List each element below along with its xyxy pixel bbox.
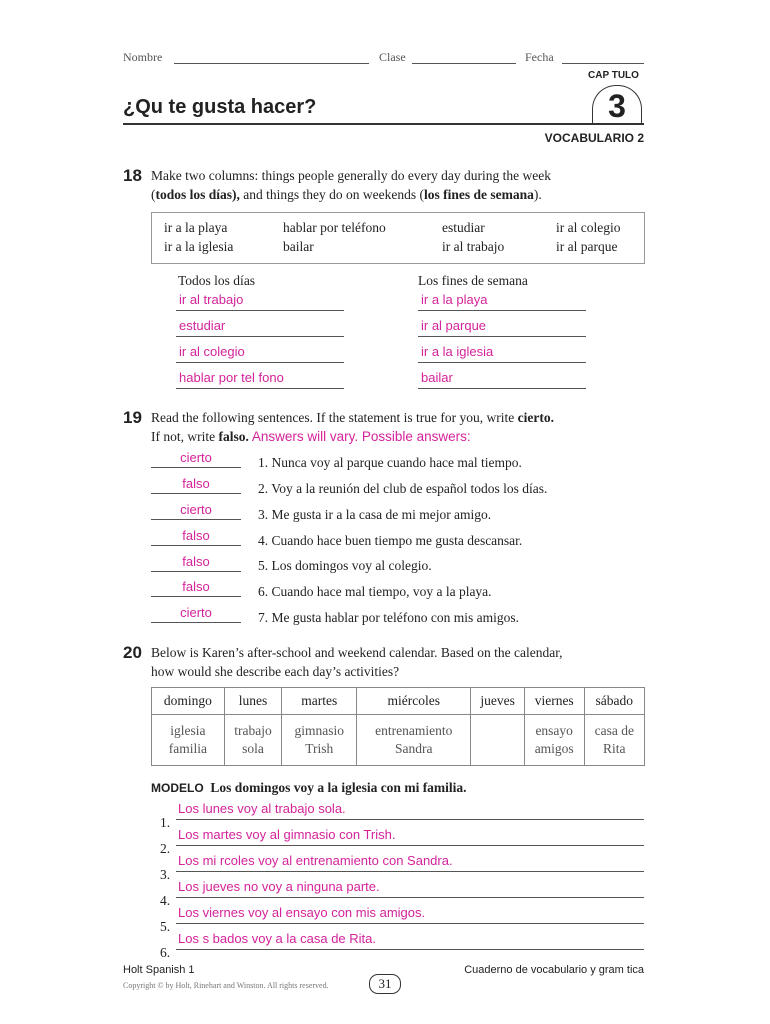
nombre-field[interactable] [174,63,369,64]
activity-cell: casa de Rita [584,715,644,766]
ex18-instruction-line1: Make two columns: things people generally do every day during the week [151,168,552,183]
todos-answer-1: ir al trabajo [179,292,244,307]
activity-cell: iglesia familia [152,715,225,766]
fines-line-3[interactable] [418,362,586,363]
chapter-number: 3 [592,85,642,124]
calendar-activities-row [152,715,645,766]
activity-cell: trabajo sola [224,715,282,766]
activity-cell [471,715,524,766]
sentence-4: 4. Cuando hace buen tiempo me gusta descansar. [258,533,523,548]
ex18-instruction-line2: (todos los días), and things they do on weekends (los fines de semana). [151,187,542,202]
todos-answer-4: hablar por tel fono [179,370,284,385]
answer-num-1: 1. [160,815,171,830]
todos-answer-2: estudiar [179,318,226,333]
answer-text-2: Los martes voy al gimnasio con Trish. [178,827,396,842]
calendar-days-row [152,688,645,715]
exercise-19-number: 19 [123,408,142,427]
todos-line-3[interactable] [176,362,344,363]
exercise-20-instructions: Below is Karen’s after-school and weekend calendar. Based on the calendar, how would she describe each day’s activities? [151,645,563,679]
answer-num-6: 6. [160,945,171,960]
footer-workbook-title: Cuaderno de vocabulario y gram tica [464,964,644,976]
sentence-3: 3. Me gusta ir a la casa de mi mejor amigo. [258,507,492,522]
sentence-5: 5. Los domingos voy al colegio. [258,558,432,573]
word-box-col3: estudiar ir al trabajo [442,220,505,254]
karen-calendar [151,687,645,766]
day-header: lunes [224,688,282,715]
page-number: 31 [369,974,401,994]
answer-text-6: Los s bados voy a la casa de Rita. [178,931,377,946]
fines-answer-2: ir al parque [421,318,487,333]
capitulo-label: CAP TULO [588,70,639,81]
footer-book-title: Holt Spanish 1 [123,964,195,976]
activity-cell: entrenamiento Sandra [357,715,471,766]
tf-answer-6: falso [182,579,210,594]
answer-num-3: 3. [160,867,171,882]
exercise-18-number: 18 [123,166,142,185]
sentence-1: 1. Nunca voy al parque cuando hace mal tiempo. [258,455,522,470]
activity-cell: gimnasio Trish [282,715,357,766]
column-header-fines: Los fines de semana [418,273,528,288]
sentence-2: 2. Voy a la reunión del club de español todos los días. [258,481,548,496]
clase-label: Clase [379,50,406,64]
answers-note: Answers will vary. Possible answers: [248,429,471,444]
answer-text-1: Los lunes voy al trabajo sola. [178,801,346,816]
answer-num-2: 2. [160,841,171,856]
tf-answer-4: falso [182,528,210,543]
fines-answer-4: bailar [421,370,453,385]
tf-answer-1: cierto [180,450,212,465]
todos-line-4[interactable] [176,388,344,389]
day-header: domingo [152,688,225,715]
day-header: martes [282,688,357,715]
answer-line-4[interactable] [176,897,644,898]
day-header: jueves [471,688,524,715]
modelo-example: MODELO Los domingos voy a la iglesia con mi familia. [151,780,467,795]
word-box [151,212,645,264]
tf-answer-5: falso [182,554,210,569]
clase-field[interactable] [412,63,516,64]
day-header: viernes [524,688,584,715]
fecha-field[interactable] [562,63,644,64]
answer-num-5: 5. [160,919,171,934]
sentence-6: 6. Cuando hace mal tiempo, voy a la playa. [258,584,492,599]
exercise-18-instructions [151,166,551,204]
section-label: VOCABULARIO 2 [544,131,644,145]
fines-line-1[interactable] [418,310,586,311]
day-header: miércoles [357,688,471,715]
answer-text-3: Los mi rcoles voy al entrenamiento con Sandra. [178,853,453,868]
fines-line-2[interactable] [418,336,586,337]
fines-answer-3: ir a la iglesia [421,344,494,359]
todos-answer-3: ir al colegio [179,344,245,359]
sentence-7: 7. Me gusta hablar por teléfono con mis amigos. [258,610,519,625]
tf-line-3[interactable] [151,519,241,520]
todos-line-2[interactable] [176,336,344,337]
tf-line-7[interactable] [151,622,241,623]
exercise-20-number: 20 [123,643,142,662]
answer-line-1[interactable] [176,819,644,820]
tf-line-1[interactable] [151,467,241,468]
tf-answer-3: cierto [180,502,212,517]
word-box-col1: ir a la playa ir a la iglesia [164,220,234,254]
answer-text-4: Los jueves no voy a ninguna parte. [178,879,380,894]
tf-line-2[interactable] [151,493,241,494]
title-rule [123,123,644,125]
activity-cell: ensayo amigos [524,715,584,766]
answer-text-5: Los viernes voy al ensayo con mis amigos. [178,905,426,920]
exercise-19-instructions: Read the following sentences. If the statement is true for you, write cierto. If not, write falso. Answers will vary. Possible answers: [151,410,555,444]
word-box-col4: ir al colegio ir al parque [556,220,621,254]
fines-answer-1: ir a la playa [421,292,488,307]
fecha-label: Fecha [525,50,554,64]
word-box-col2: hablar por teléfono bailar [283,220,386,254]
tf-line-4[interactable] [151,545,241,546]
copyright: Copyright © by Holt, Rinehart and Winston. All rights reserved. [123,981,329,990]
answer-num-4: 4. [160,893,171,908]
tf-line-6[interactable] [151,596,241,597]
tf-answer-2: falso [182,476,210,491]
column-header-todos: Todos los días [178,273,256,288]
answer-line-2[interactable] [176,845,644,846]
answer-line-5[interactable] [176,923,644,924]
page-title: ¿Qu te gusta hacer? [123,96,317,118]
answer-line-6[interactable] [176,949,644,950]
day-header: sábado [584,688,644,715]
fines-line-4[interactable] [418,388,586,389]
tf-answer-7: cierto [180,605,212,620]
todos-line-1[interactable] [176,310,344,311]
nombre-label: Nombre [123,50,163,64]
tf-line-5[interactable] [151,571,241,572]
answer-line-3[interactable] [176,871,644,872]
